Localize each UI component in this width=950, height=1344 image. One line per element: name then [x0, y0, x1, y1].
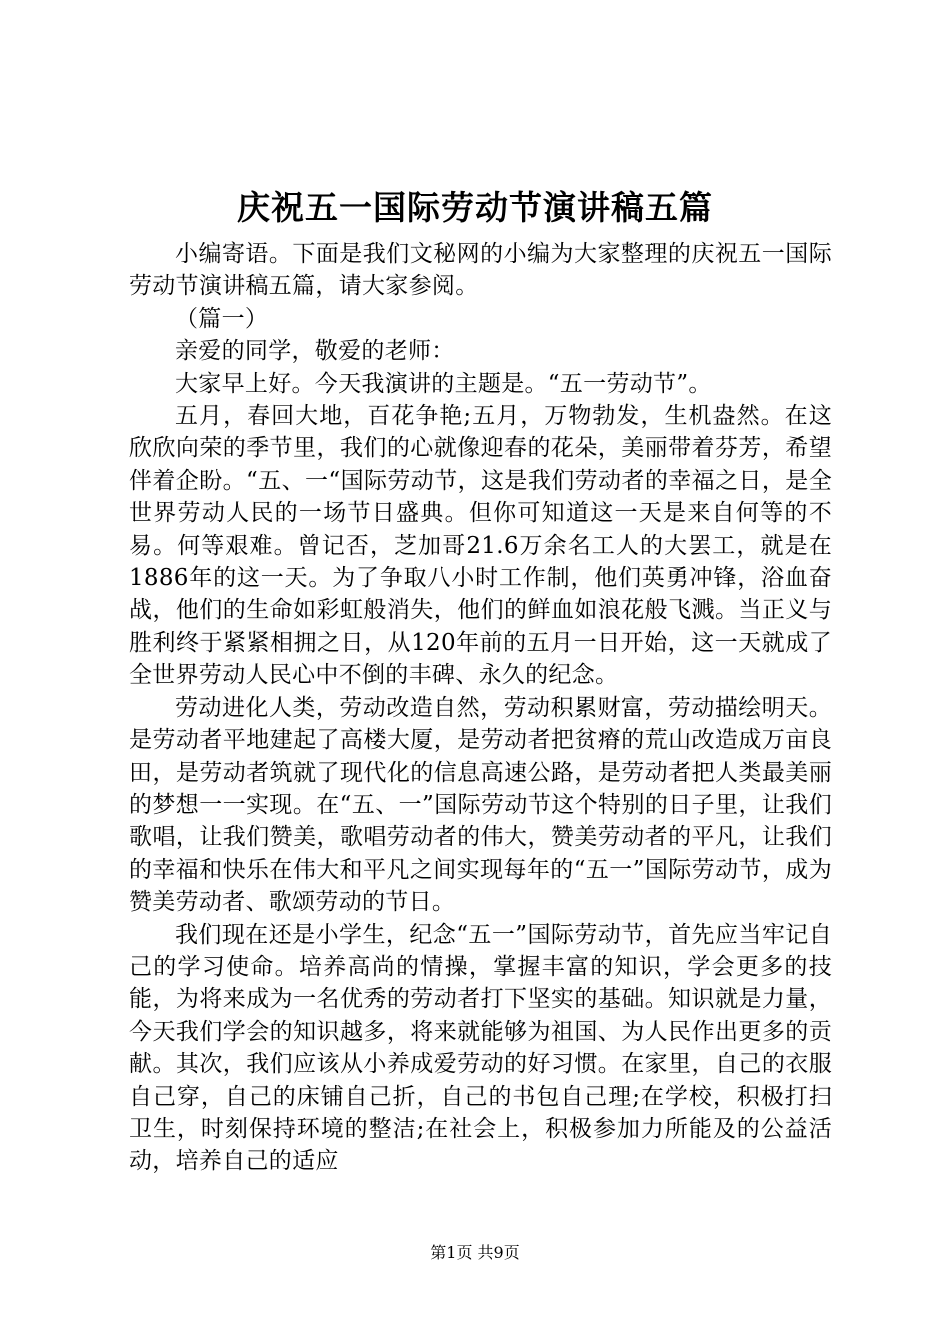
paragraph-intro: 小编寄语。下面是我们文秘网的小编为大家整理的庆祝五一国际劳动节演讲稿五篇，请大家参阅。 [129, 241, 832, 300]
document-title: 庆祝五一国际劳动节演讲稿五篇 [237, 188, 713, 227]
paragraph-salutation: 亲爱的同学，敬爱的老师： [175, 338, 455, 365]
page-footer: 第1页 共9页 [430, 1243, 520, 1262]
paragraph-section-label: （篇一） [175, 305, 269, 332]
paragraph-students: 我们现在还是小学生，纪念“五一”国际劳动节，首先应当牢记自己的学习使命。培养高尚的情操，掌握丰富的知识，学会更多的技能，为将来成为一名优秀的劳动者打下坚实的基础。知识就是力量，今天我们学会的知识越多，将来就能够为祖国、为人民作出更多的贡献。其次，我们应该从小养成爱劳动的好习惯。在家里，自己的衣服自己穿，自己的床铺自己折，自己的书包自己理;在学校，积极打扫卫生，时刻保持环境的整洁;在社会上，积极参加力所能及的公益活动，培养自己的适应 [129, 921, 832, 1175]
paragraph-greeting: 大家早上好。今天我演讲的主题是。“五一劳动节”。 [175, 370, 712, 397]
document-body [129, 238, 832, 1178]
paragraph-labor-praise: 劳动进化人类，劳动改造自然，劳动积累财富，劳动描绘明天。是劳动者平地建起了高楼大厦，是劳动者把贫瘠的荒山改造成万亩良田，是劳动者筑就了现代化的信息高速公路，是劳动者把人类最美丽的梦想一一实现。在“五、一”国际劳动节这个特别的日子里，让我们歌唱，让我们赞美，歌唱劳动者的伟大，赞美劳动者的平凡，让我们的幸福和快乐在伟大和平凡之间实现每年的“五一”国际劳动节，成为赞美劳动者、歌颂劳动的节日。 [129, 694, 832, 916]
paragraph-may-history: 五月，春回大地，百花争艳;五月，万物勃发，生机盎然。在这欣欣向荣的季节里，我们的心就像迎春的花朵，美丽带着芬芳，希望伴着企盼。“五、一“国际劳动节，这是我们劳动者的幸福之日，是全世界劳动人民的一场节日盛典。但你可知道这一天是来自何等的不易。何等艰难。曾记否，芝加哥21.6万余名工人的大罢工，就是在1886年的这一天。为了争取八小时工作制，他们英勇冲锋，浴血奋战，他们的生命如彩虹般消失，他们的鲜血如浪花般飞溅。当正义与胜利终于紧紧相拥之日，从120年前的五月一日开始，这一天就成了全世界劳动人民心中不倒的丰碑、永久的纪念。 [129, 403, 832, 689]
